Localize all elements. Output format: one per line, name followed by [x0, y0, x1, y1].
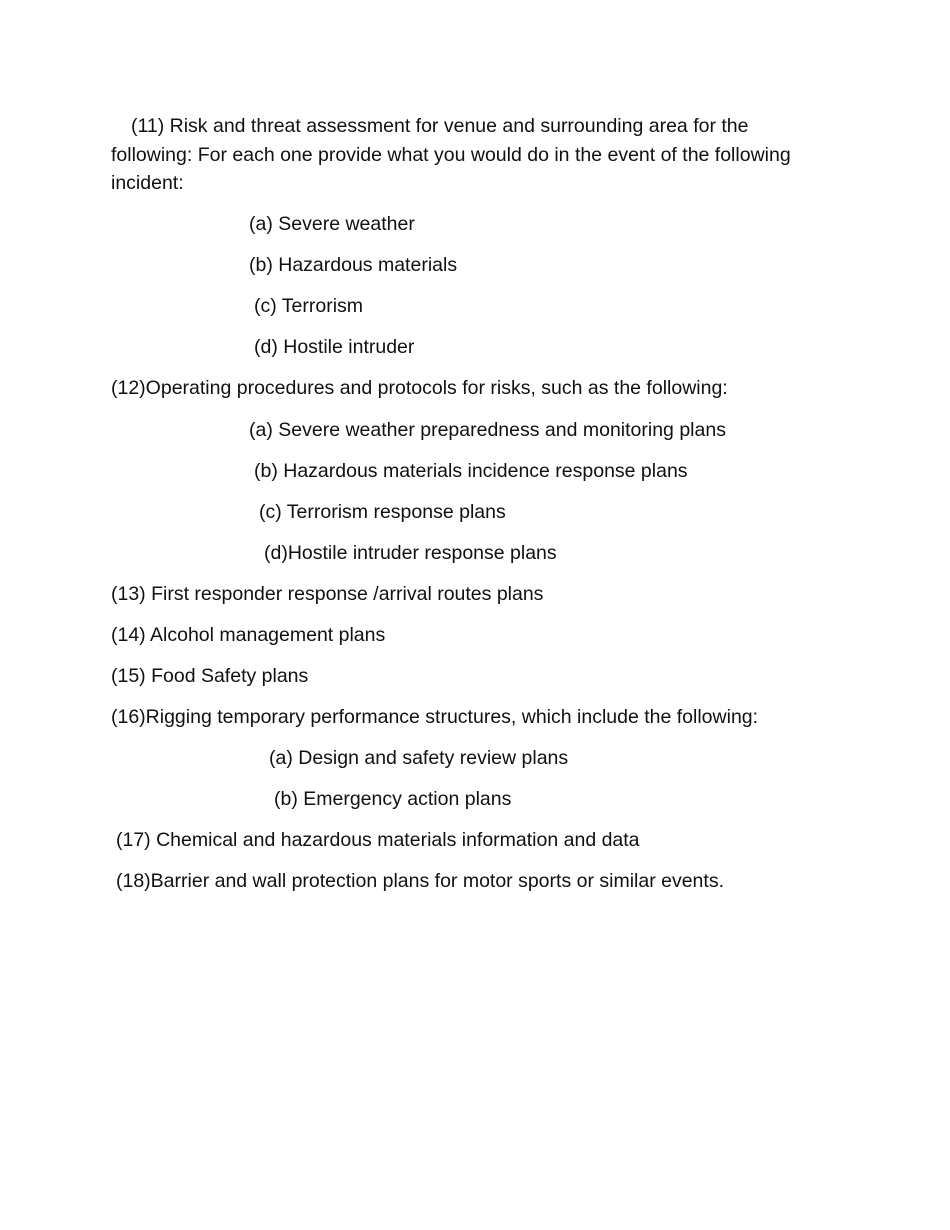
item-12-subitem-c: (c) Terrorism response plans: [259, 501, 506, 523]
item-18: (18)Barrier and wall protection plans for motor sports or similar events.: [116, 870, 724, 892]
item-11-paragraph: (11) Risk and threat assessment for venue and surrounding area for the following: For each one provide what you would do in the event of the following incident:: [111, 115, 791, 194]
item-16-subitem-b: (b) Emergency action plans: [274, 788, 512, 810]
item-11-subitem-b: (b) Hazardous materials: [249, 254, 458, 276]
item-15: (15) Food Safety plans: [111, 665, 309, 687]
item-12-subitem-a: (a) Severe weather preparedness and monitoring plans: [249, 419, 726, 441]
item-11-subitem-d: (d) Hostile intruder: [254, 336, 415, 358]
item-11-subitem-a: (a) Severe weather: [249, 213, 415, 235]
item-14: (14) Alcohol management plans: [111, 624, 386, 646]
item-16-heading: (16)Rigging temporary performance structures, which include the following:: [111, 706, 759, 728]
item-12-heading: (12)Operating procedures and protocols for risks, such as the following:: [111, 377, 728, 399]
item-16-subitem-a: (a) Design and safety review plans: [269, 747, 569, 769]
item-13: (13) First responder response /arrival routes plans: [111, 583, 544, 605]
item-17: (17) Chemical and hazardous materials information and data: [116, 829, 640, 851]
item-11-subitem-c: (c) Terrorism: [254, 295, 364, 317]
item-12-subitem-b: (b) Hazardous materials incidence response plans: [254, 460, 688, 482]
item-12-subitem-d: (d)Hostile intruder response plans: [264, 542, 557, 564]
